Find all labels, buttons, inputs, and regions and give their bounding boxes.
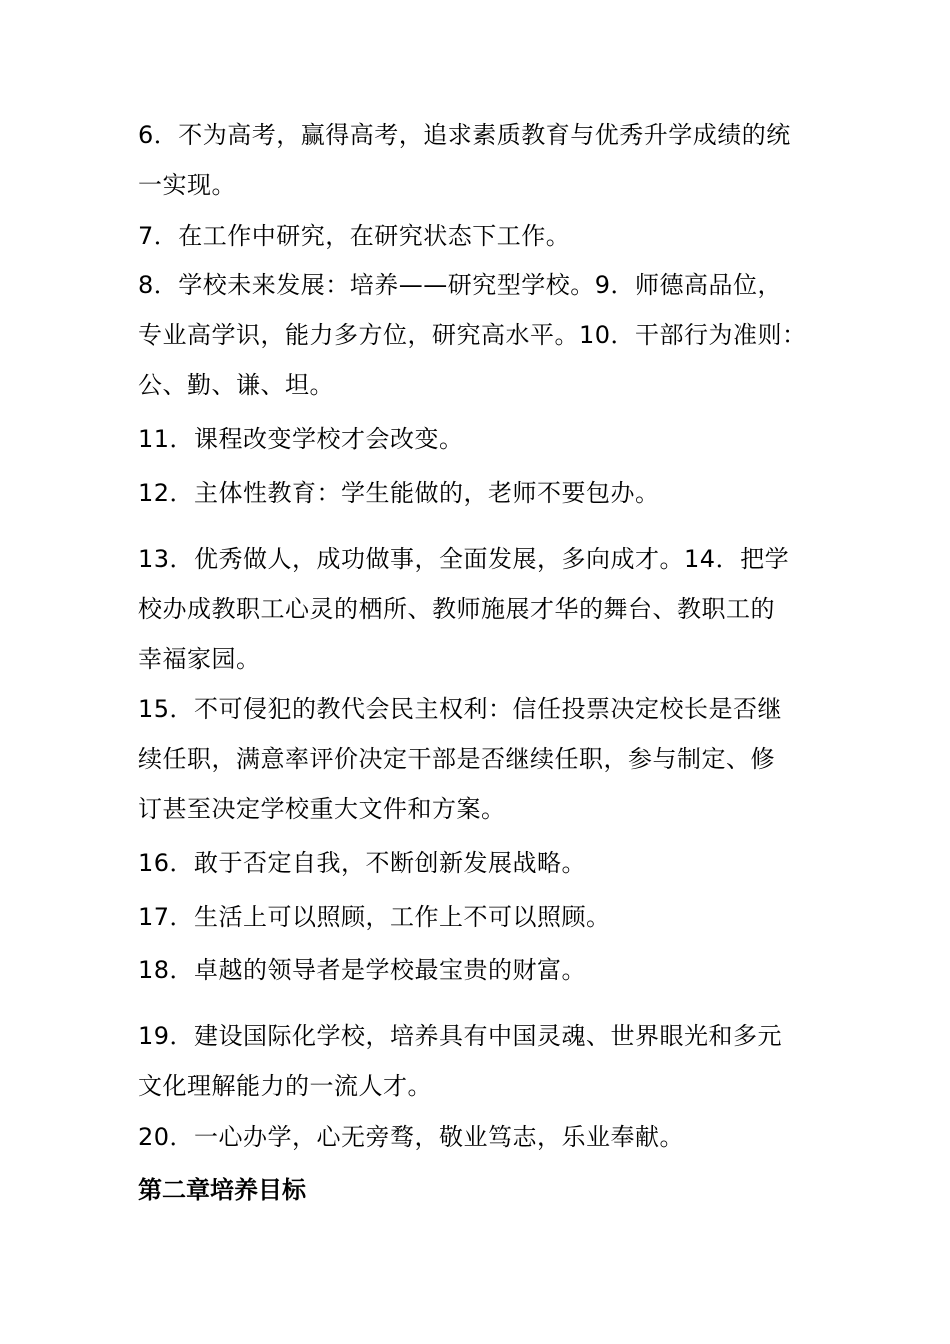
paragraph-item-11 [138,414,838,464]
paragraph-item-12 [138,468,838,518]
paragraph-item-15 [138,684,838,834]
text-line: 7．在工作中研究，在研究状态下工作。 [138,222,571,250]
paragraph-item-16 [138,838,838,888]
text-line: 订甚至决定学校重大文件和方案。 [138,795,506,823]
text-line: 18．卓越的领导者是学校最宝贵的财富。 [138,956,587,984]
paragraph-item-13-14 [138,534,838,684]
paragraph-item-20 [138,1112,838,1162]
chapter-heading: 第二章培养目标 [138,1175,306,1204]
text-line: 15．不可侵犯的教代会民主权利：信任投票决定校长是否继 [138,695,783,723]
text-line: 公、勤、谦、坦。 [138,371,334,399]
text-line: 12．主体性教育：学生能做的，老师不要包办。 [138,479,660,507]
text-line: 6．不为高考，赢得高考，追求素质教育与优秀升学成绩的统 [138,121,791,149]
text-line: 幸福家园。 [138,645,261,673]
text-line: 续任职，满意率评价决定干部是否继续任职，参与制定、修 [138,745,775,773]
text-line: 13．优秀做人，成功做事，全面发展，多向成才。14．把学 [138,545,790,573]
text-line: 19．建设国际化学校，培养具有中国灵魂、世界眼光和多元 [138,1022,783,1050]
paragraph-item-19 [138,1011,838,1111]
text-line: 8．学校未来发展：培养——研究型学校。9．师德高品位， [138,271,783,299]
text-line: 一实现。 [138,171,236,199]
text-line: 11．课程改变学校才会改变。 [138,425,464,453]
text-line: 16．敢于否定自我，不断创新发展战略。 [138,849,587,877]
paragraph-item-18 [138,945,838,995]
text-line: 17．生活上可以照顾，工作上不可以照顾。 [138,903,611,931]
text-line: 文化理解能力的一流人才。 [138,1072,432,1100]
paragraph-item-7 [138,211,838,261]
text-line: 校办成教职工心灵的栖所、教师施展才华的舞台、教职工的 [138,595,775,623]
paragraph-item-17 [138,892,838,942]
text-line: 专业高学识，能力多方位，研究高水平。10．干部行为准则： [138,321,807,349]
text-line: 20．一心办学，心无旁骛，敬业笃志，乐业奉献。 [138,1123,685,1151]
paragraph-item-8-10 [138,260,838,410]
paragraph-item-6 [138,110,838,210]
